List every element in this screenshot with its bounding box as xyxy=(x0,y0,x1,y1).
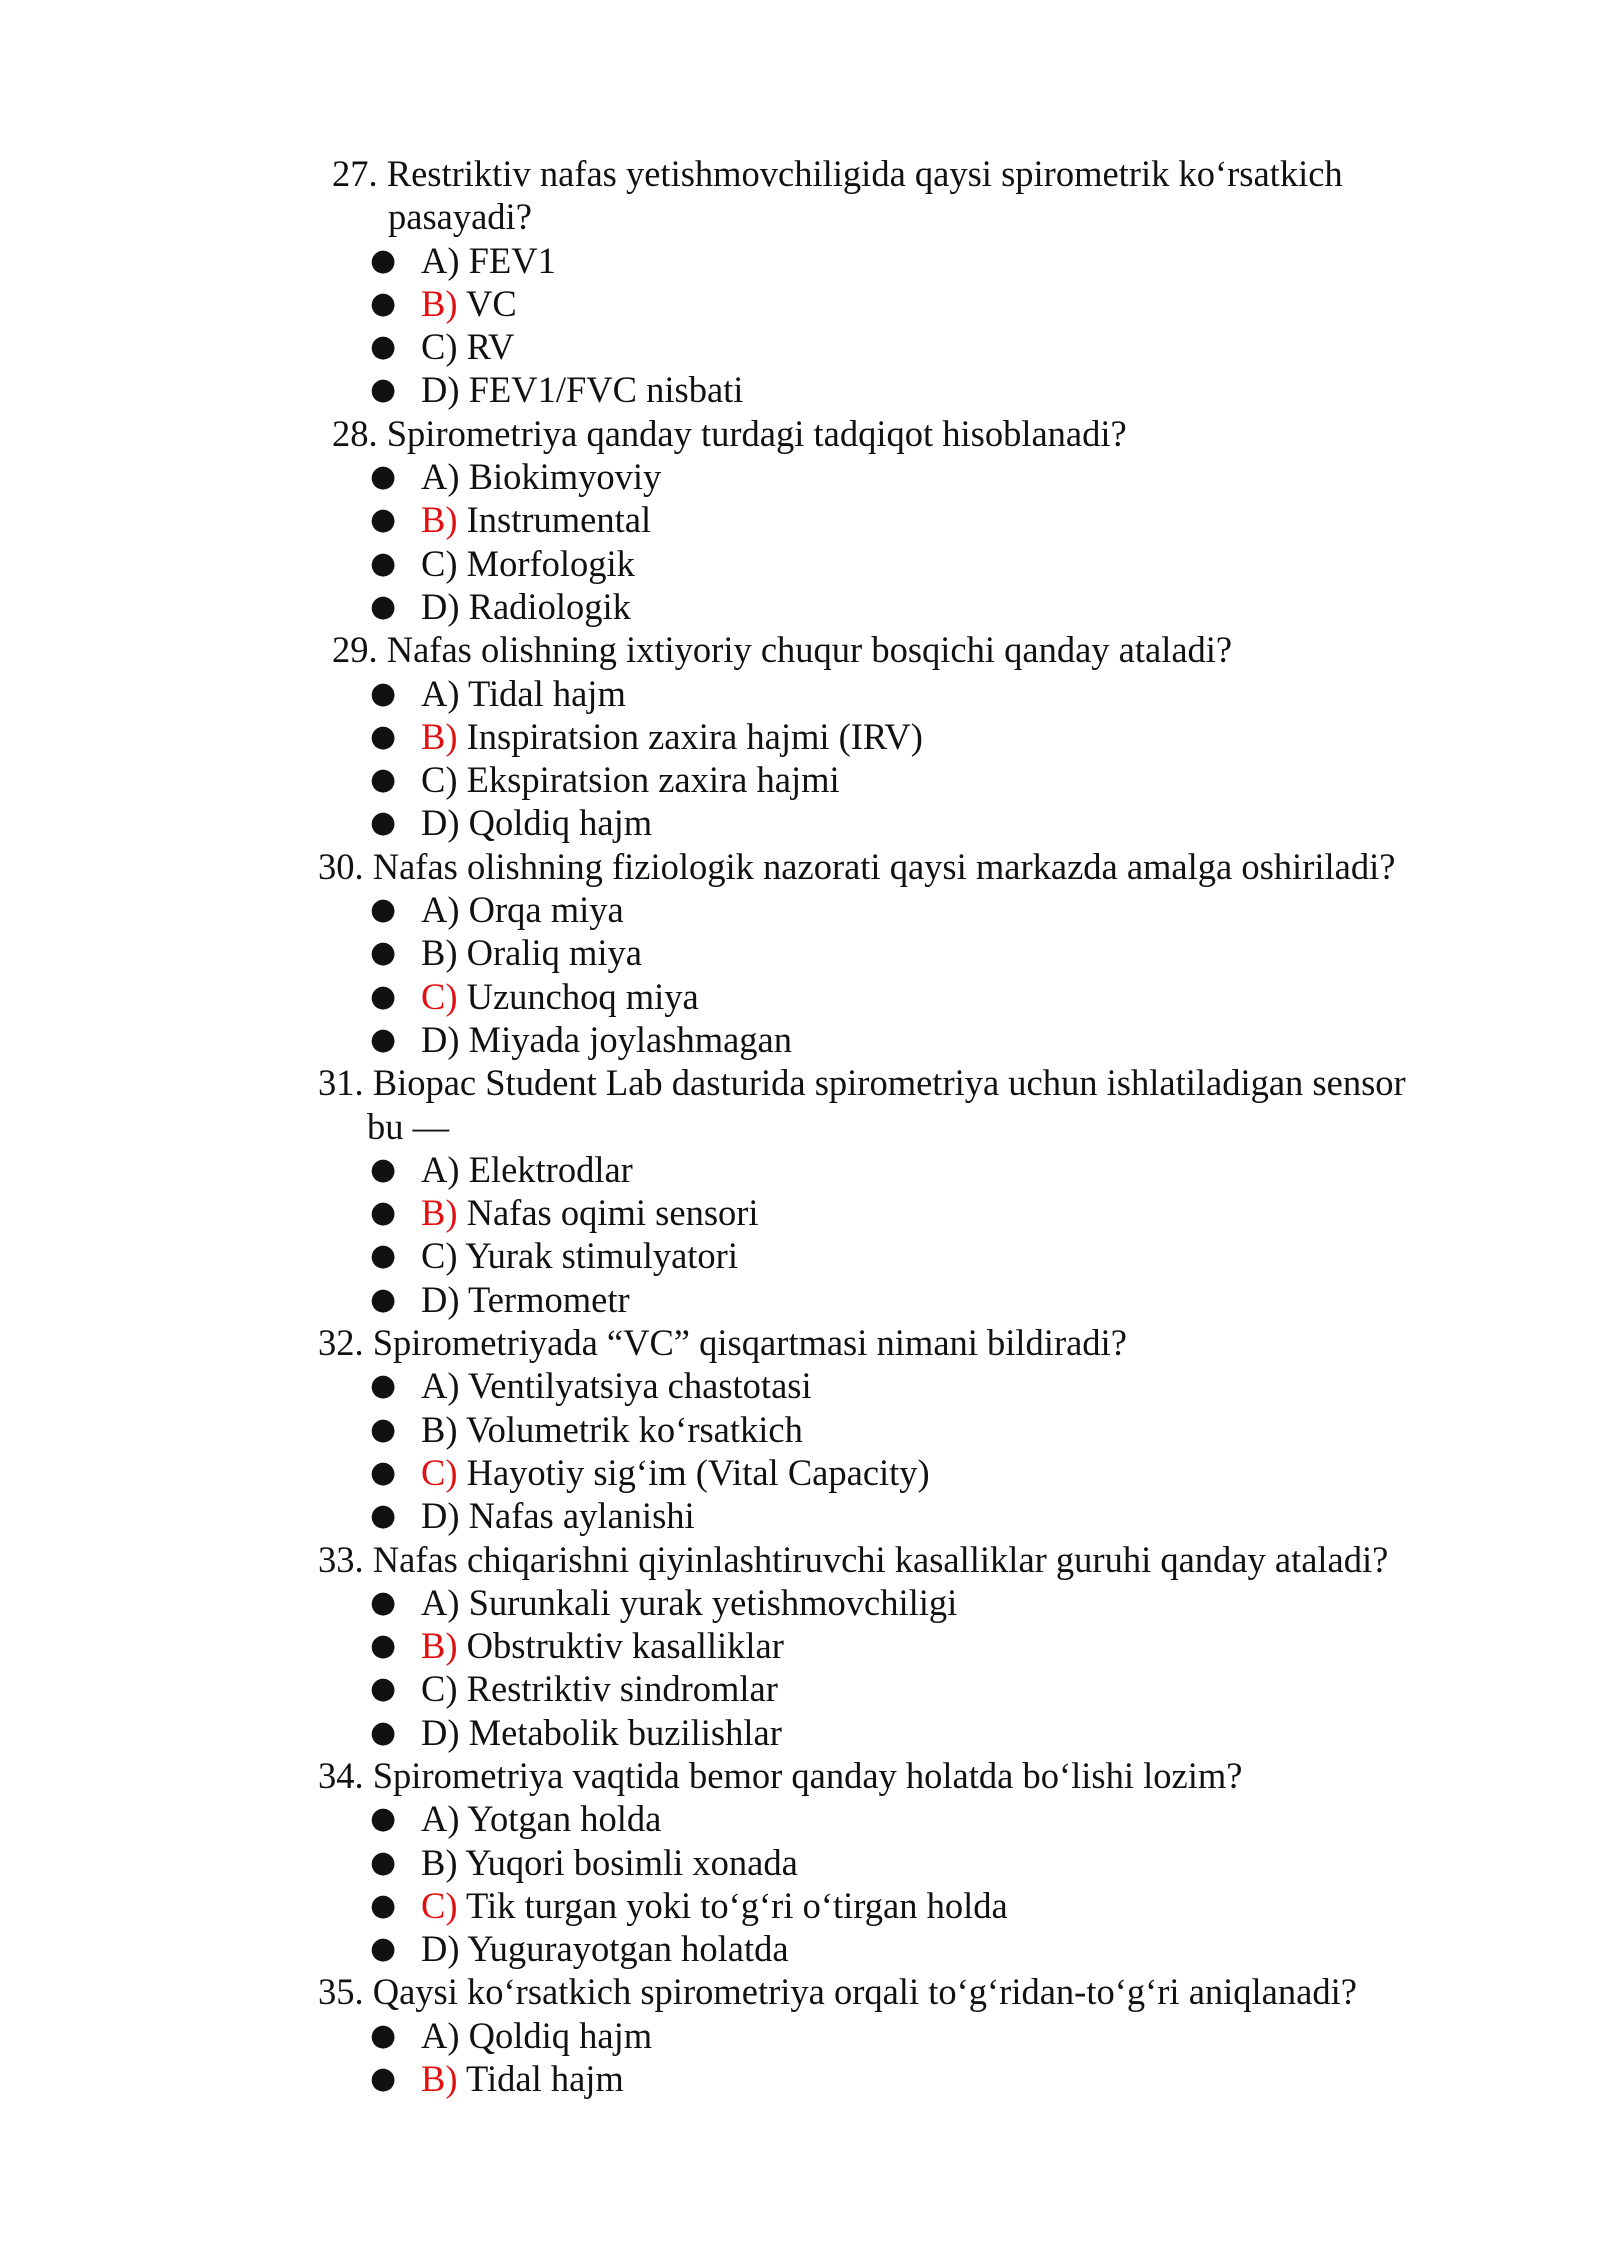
question-text-continuation: pasayadi? xyxy=(388,196,532,238)
answer-letter: D) xyxy=(421,369,460,411)
correct-answer-letter: B) xyxy=(421,282,458,324)
question-text: 34. Spirometriya vaqtida bemor qanday holatda bo‘lishi lozim? xyxy=(318,1754,1243,1796)
question-text-continuation: bu — xyxy=(367,1105,450,1147)
answer-text: Orqa miya xyxy=(459,889,624,931)
answer-option xyxy=(318,888,1468,931)
bullet-icon: ● xyxy=(370,1368,397,1404)
bullet-icon: ● xyxy=(370,1281,397,1317)
answer-letter: D) xyxy=(421,585,460,627)
question-text: 30. Nafas olishning fiziologik nazorati qaysi markazda amalga oshiriladi? xyxy=(318,845,1396,887)
correct-answer-letter: C) xyxy=(421,1884,458,1926)
correct-answer-letter: C) xyxy=(421,1451,458,1493)
answer-option xyxy=(318,1278,1468,1321)
answer-option xyxy=(318,1191,1468,1234)
answer-option xyxy=(318,1797,1468,1840)
answer-option xyxy=(318,1451,1468,1494)
bullet-icon: ● xyxy=(370,1584,397,1620)
correct-answer-letter: B) xyxy=(421,1625,458,1667)
bullet-icon: ● xyxy=(370,1454,397,1490)
answer-options-list xyxy=(318,888,1468,1061)
answer-letter: C) xyxy=(421,542,458,584)
answer-options-list xyxy=(318,1581,1468,1754)
answer-text: FEV1/FVC nisbati xyxy=(459,369,744,411)
bullet-icon: ● xyxy=(370,1151,397,1187)
answer-option xyxy=(318,455,1468,498)
answer-option xyxy=(318,975,1468,1018)
answer-letter: D) xyxy=(421,1278,460,1320)
bullet-icon: ● xyxy=(370,935,397,971)
answer-option xyxy=(318,1884,1468,1927)
answer-letter: A) xyxy=(421,1798,460,1840)
bullet-icon: ● xyxy=(370,675,397,711)
answer-text: Uzunchoq miya xyxy=(457,975,699,1017)
answer-text: Miyada joylashmagan xyxy=(459,1018,792,1060)
answer-text: Qoldiq hajm xyxy=(459,2014,653,2056)
answer-letter: A) xyxy=(421,2014,460,2056)
question-text: 27. Restriktiv nafas yetishmovchiligida qaysi spirometrik ko‘rsatkich xyxy=(332,153,1343,194)
answer-options-list xyxy=(318,455,1468,628)
answer-text: Yotgan holda xyxy=(459,1798,662,1840)
answer-letter: C) xyxy=(421,1235,458,1277)
answer-letter: A) xyxy=(421,889,460,931)
question-text: 31. Biopac Student Lab dasturida spirometriya uchun ishlatiladigan sensor xyxy=(318,1062,1406,1104)
answer-option xyxy=(318,239,1468,282)
answer-option xyxy=(318,368,1468,411)
answer-option xyxy=(318,1624,1468,1667)
bullet-icon: ● xyxy=(370,372,397,408)
bullet-icon: ● xyxy=(370,1931,397,1967)
bullet-icon: ● xyxy=(370,1238,397,1274)
question-text: 35. Qaysi ko‘rsatkich spirometriya orqali to‘g‘ridan-to‘g‘ri aniqlanadi? xyxy=(318,1971,1357,2013)
answer-letter: D) xyxy=(421,1711,460,1753)
bullet-icon: ● xyxy=(370,1671,397,1707)
answer-text: Termometr xyxy=(459,1278,630,1320)
answer-option xyxy=(318,542,1468,585)
answer-text: Metabolik buzilishlar xyxy=(459,1711,782,1753)
answer-option xyxy=(318,1148,1468,1191)
answer-letter: A) xyxy=(421,1148,460,1190)
answer-text: Yurak stimulyatori xyxy=(457,1235,738,1277)
answer-text: Hayotiy sig‘im (Vital Capacity) xyxy=(457,1451,930,1493)
answer-option xyxy=(318,1711,1468,1754)
answer-text: Volumetrik ko‘rsatkich xyxy=(457,1408,803,1450)
answer-options-list xyxy=(318,2014,1468,2101)
correct-answer-letter: B) xyxy=(421,715,458,757)
answer-letter: D) xyxy=(421,1928,460,1970)
question-block xyxy=(318,1321,1468,1537)
answer-text: Inspiratsion zaxira hajmi (IRV) xyxy=(457,715,923,757)
answer-letter: A) xyxy=(421,456,460,498)
answer-letter: C) xyxy=(421,326,458,368)
quiz-document xyxy=(318,152,1468,2100)
answer-letter: A) xyxy=(421,239,460,281)
bullet-icon: ● xyxy=(370,588,397,624)
answer-text: VC xyxy=(457,282,517,324)
answer-letter: B) xyxy=(421,932,458,974)
answer-letter: D) xyxy=(421,1018,460,1060)
answer-letter: D) xyxy=(421,802,460,844)
bullet-icon: ● xyxy=(370,1628,397,1664)
answer-options-list xyxy=(318,1797,1468,1970)
bullet-icon: ● xyxy=(370,718,397,754)
answer-text: Tidal hajm xyxy=(457,2058,624,2100)
answer-option xyxy=(318,758,1468,801)
answer-text: Ventilyatsiya chastotasi xyxy=(459,1365,812,1407)
answer-text: Biokimyoviy xyxy=(459,456,662,498)
question-text: 29. Nafas olishning ixtiyoriy chuqur bosqichi qanday ataladi? xyxy=(332,629,1233,671)
answer-text: Ekspiratsion zaxira hajmi xyxy=(457,759,840,801)
answer-option xyxy=(318,1667,1468,1710)
answer-letter: B) xyxy=(421,1841,458,1883)
answer-text: Qoldiq hajm xyxy=(459,802,653,844)
answer-options-list xyxy=(318,1148,1468,1321)
answer-option xyxy=(318,672,1468,715)
answer-text: Yuqori bosimli xonada xyxy=(457,1841,798,1883)
answer-options-list xyxy=(318,672,1468,845)
bullet-icon: ● xyxy=(370,892,397,928)
answer-text: Radiologik xyxy=(459,585,631,627)
question-text: 28. Spirometriya qanday turdagi tadqiqot hisoblanadi? xyxy=(332,412,1127,454)
answer-text: Yugurayotgan holatda xyxy=(459,1928,789,1970)
bullet-icon: ● xyxy=(370,1887,397,1923)
bullet-icon: ● xyxy=(370,1195,397,1231)
answer-option xyxy=(318,282,1468,325)
answer-text: Obstruktiv kasalliklar xyxy=(457,1625,784,1667)
question-block xyxy=(318,1061,1468,1321)
question-block xyxy=(318,1970,1468,2100)
answer-option xyxy=(318,1494,1468,1537)
answer-option xyxy=(318,801,1468,844)
question-block xyxy=(318,152,1468,412)
answer-text: Nafas aylanishi xyxy=(459,1495,695,1537)
bullet-icon: ● xyxy=(370,1801,397,1837)
answer-text: Tik turgan yoki to‘g‘ri o‘tirgan holda xyxy=(457,1884,1008,1926)
bullet-icon: ● xyxy=(370,2061,397,2097)
bullet-icon: ● xyxy=(370,545,397,581)
answer-option xyxy=(318,1581,1468,1624)
answer-option xyxy=(318,1408,1468,1451)
bullet-icon: ● xyxy=(370,502,397,538)
question-block xyxy=(318,1754,1468,1970)
bullet-icon: ● xyxy=(370,1498,397,1534)
correct-answer-letter: B) xyxy=(421,2058,458,2100)
answer-option xyxy=(318,1841,1468,1884)
answer-option xyxy=(318,1234,1468,1277)
answer-option xyxy=(318,498,1468,541)
correct-answer-letter: B) xyxy=(421,499,458,541)
answer-text: Instrumental xyxy=(457,499,652,541)
correct-answer-letter: C) xyxy=(421,975,458,1017)
answer-option xyxy=(318,715,1468,758)
answer-text: Surunkali yurak yetishmovchiligi xyxy=(459,1581,958,1623)
answer-option xyxy=(318,585,1468,628)
bullet-icon: ● xyxy=(370,805,397,841)
bullet-icon: ● xyxy=(370,1714,397,1750)
bullet-icon: ● xyxy=(370,1021,397,1057)
bullet-icon: ● xyxy=(370,459,397,495)
question-text: 32. Spirometriyada “VC” qisqartmasi nimani bildiradi? xyxy=(318,1322,1127,1364)
answer-option xyxy=(318,1927,1468,1970)
question-block xyxy=(318,845,1468,1061)
bullet-icon: ● xyxy=(370,1844,397,1880)
bullet-icon: ● xyxy=(370,1411,397,1447)
question-block xyxy=(318,628,1468,844)
bullet-icon: ● xyxy=(370,285,397,321)
bullet-icon: ● xyxy=(370,762,397,798)
answer-letter: A) xyxy=(421,672,460,714)
answer-text: Tidal hajm xyxy=(459,672,626,714)
answer-letter: C) xyxy=(421,759,458,801)
answer-text: Nafas oqimi sensori xyxy=(457,1192,759,1234)
question-block xyxy=(318,412,1468,628)
answer-letter: C) xyxy=(421,1668,458,1710)
question-text: 33. Nafas chiqarishni qiyinlashtiruvchi kasalliklar guruhi qanday ataladi? xyxy=(318,1538,1389,1580)
answer-options-list xyxy=(318,239,1468,412)
answer-text: Elektrodlar xyxy=(459,1148,633,1190)
answer-text: FEV1 xyxy=(459,239,556,281)
answer-option xyxy=(318,2057,1468,2100)
bullet-icon: ● xyxy=(370,242,397,278)
answer-text: Restriktiv sindromlar xyxy=(457,1668,778,1710)
answer-option xyxy=(318,931,1468,974)
answer-letter: A) xyxy=(421,1365,460,1407)
answer-text: RV xyxy=(457,326,515,368)
bullet-icon: ● xyxy=(370,978,397,1014)
correct-answer-letter: B) xyxy=(421,1192,458,1234)
answer-letter: A) xyxy=(421,1581,460,1623)
answer-letter: B) xyxy=(421,1408,458,1450)
answer-option xyxy=(318,1018,1468,1061)
answer-options-list xyxy=(318,1364,1468,1537)
answer-option xyxy=(318,325,1468,368)
bullet-icon: ● xyxy=(370,329,397,365)
bullet-icon: ● xyxy=(370,2017,397,2053)
question-block xyxy=(318,1538,1468,1754)
answer-text: Morfologik xyxy=(457,542,635,584)
answer-option xyxy=(318,2014,1468,2057)
answer-option xyxy=(318,1364,1468,1407)
answer-text: Oraliq miya xyxy=(457,932,642,974)
answer-letter: D) xyxy=(421,1495,460,1537)
